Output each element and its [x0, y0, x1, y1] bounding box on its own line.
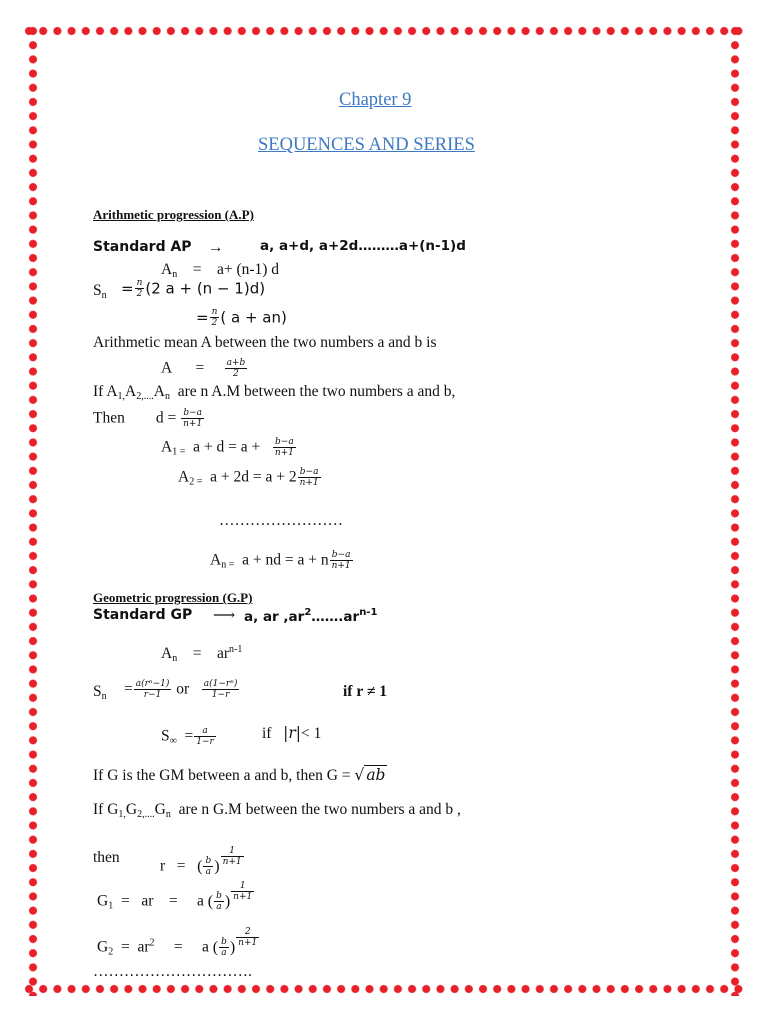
ap-arrow: → — [208, 239, 224, 256]
ap-a1-text: a + d = a + — [193, 438, 261, 456]
ap-sum-formula: = $\frac{n}{2}$ (2 a + (n − 1)d) — [121, 278, 266, 300]
gp-g1-ar: ar — [141, 892, 154, 910]
ap-d-frac-den: n+1 — [183, 419, 203, 430]
gp-standard-terms-tail: …….ar — [311, 609, 360, 625]
ap-sum-formula-alt: = $\frac{n}{2}$ ( a + an) — [196, 307, 287, 329]
ap-a2-frac-den: n+1 — [299, 478, 319, 489]
gp-sinf-if: if — [262, 725, 272, 742]
ap-standard-label: Standard AP — [93, 239, 192, 255]
gp-g2-line: $G_2 = ar^2$ = a ( $\frac{b}{a}$ ) $\frac{2}{n+1}$ — [97, 927, 258, 959]
gp-gm-line: If G is the GM between a and b, then G = √ ab — [93, 766, 386, 784]
ap-mean-text: Arithmetic mean A between the two numbers a and b is — [93, 334, 437, 351]
gp-sum-frac1-den: r−1 — [143, 690, 162, 701]
ap-nth-term: $A_n$ = a+ (n-1) d — [161, 261, 280, 280]
gp-g1-line: $G_1$ = ar = a ( $\frac{b}{a}$ ) $\frac{1}{n+1}$ — [97, 881, 253, 913]
gp-sum-frac1-num: a(rⁿ−1) — [135, 679, 170, 689]
gp-standard-terms: a, ar $,ar^2\dots\dots.ar^{n-1}$ — [244, 607, 378, 625]
gp-standard-terms-head: a, ar ,ar — [244, 609, 305, 625]
gp-sum-label: $S_n$ — [93, 683, 107, 702]
gp-nth-term: $A_n$ = $ar^{n-1}$ — [161, 644, 243, 664]
gp-sum-or: or — [176, 680, 190, 698]
gp-heading: Geometric progression (G.P) — [93, 590, 253, 605]
gp-g2-den: a — [221, 948, 227, 959]
gp-g1-num: b — [216, 891, 222, 901]
ap-sum-label: $S_n$ — [93, 282, 107, 301]
gp-sum-frac2-den: 1−r — [211, 690, 230, 701]
ap-am-line: If $A_{1,}A_{2,....}A_n$ are n A.M between the two numbers a and b, — [93, 383, 456, 402]
gp-standard-label: Standard GP — [93, 607, 193, 623]
gp-gm-means-line: If $G_{1,}G_{2,....}G_n$ are n G.M between the two numbers a and b , — [93, 801, 461, 820]
ap-d-frac-num: b−a — [181, 408, 204, 419]
ap-mean-formula: A = $\frac{a+b}{2}$ — [161, 358, 246, 380]
chapter-heading: Chapter 9 — [339, 90, 412, 110]
gp-ratio-formula: r = ( $\frac{b}{a}$ ) $\frac{1}{n+1}$ — [160, 846, 242, 878]
gp-gm-text: If G is the GM between a and b, then G = — [93, 767, 351, 784]
ap-a2-line: $A_{2 =}$ a + 2d = a + 2 $\frac{b-a}{n+1}$ — [178, 467, 319, 489]
gp-sum-frac2-num: a(1−rⁿ) — [203, 679, 238, 689]
ap-a1-frac-num: b−a — [273, 437, 296, 448]
ap-an-frac-num: b−a — [330, 550, 353, 561]
gp-r-num: b — [205, 856, 212, 866]
gp-dots: …………………………. — [93, 963, 252, 980]
ap-dots: …………………… — [219, 512, 343, 529]
gp-g1-den: a — [216, 902, 222, 913]
page-title: SEQUENCES AND SERIES — [258, 135, 475, 155]
gp-g1-exp-den: n+1 — [233, 892, 253, 903]
dotted-border-bottom — [22, 982, 746, 996]
ap-an-text: a + nd = a + n — [242, 551, 329, 569]
ap-nth-term-formula: a+ (n-1) d — [216, 261, 280, 278]
dotted-border-left — [26, 24, 40, 996]
ap-an-line: $A_{n =}$ a + nd = a + n $\frac{b-a}{n+1}$ — [210, 550, 351, 572]
ap-an-frac-den: n+1 — [331, 561, 351, 572]
gp-sinf-tail: < 1 — [300, 725, 322, 742]
ap-am-text: are n A.M between the two numbers a and b, — [177, 383, 456, 400]
ap-sum-expr: (2 a + (n − 1)d) — [145, 279, 266, 298]
gp-r-den: a — [205, 867, 212, 878]
gp-r-exp-den: n+1 — [222, 857, 242, 868]
ap-then-line: Then d = $\frac{b-a}{n+1}$ — [93, 408, 203, 430]
gp-nth-term-formula: ar — [216, 645, 229, 662]
gp-gm-means-text: are n G.M between the two numbers a and b , — [178, 801, 461, 818]
ap-mean-frac-num: a+b — [226, 358, 246, 368]
ap-a1-frac-den: n+1 — [274, 448, 294, 459]
gp-then-label: then — [93, 849, 120, 866]
ap-sum-alt-expr: ( a + an) — [220, 308, 287, 327]
gp-sinf-frac-num: a — [194, 726, 216, 737]
gp-g2-exp-num: 2 — [236, 927, 259, 938]
ap-then-label: Then — [93, 409, 125, 427]
gp-g1-exp-num: 1 — [231, 881, 254, 892]
ap-a2-frac-num: b−a — [298, 467, 321, 478]
gp-sum-formula: = $\frac{\text{a(rⁿ−1)}}{r-1}$ or $\frac{\text{a(1−rⁿ)}}{1-r}$ — [124, 679, 238, 701]
ap-a2-text: a + 2d = a + 2 — [210, 468, 297, 486]
gp-gm-radicand: ab — [366, 766, 386, 784]
ap-mean-frac-den: 2 — [233, 369, 239, 380]
gp-g2-exp-den: n+1 — [238, 938, 258, 949]
gp-sinf-frac-den: 1−r — [196, 737, 214, 748]
gp-sum-infinity: $S_\infty$ = $\frac{a}{1-r}$ — [161, 726, 214, 748]
gp-sum-condition: if r ≠ 1 — [343, 683, 387, 700]
gp-arrow: ⟶ — [213, 607, 236, 624]
gp-g2-num: b — [221, 937, 227, 947]
gp-g2-ar: ar — [137, 938, 150, 956]
dotted-border-right — [728, 24, 742, 996]
ap-heading: Arithmetic progression (A.P) — [93, 207, 254, 222]
ap-a1-line: $A_{1 =}$ a + d = a + $\frac{b-a}{n+1}$ — [161, 437, 294, 459]
gp-r-exp-num: 1 — [221, 846, 244, 857]
gp-sinf-condition: if |r|< 1 — [262, 724, 322, 742]
ap-standard-terms: a, a+d, a+2d………a+(n-1)d — [260, 238, 466, 254]
dotted-border-top — [22, 24, 746, 38]
